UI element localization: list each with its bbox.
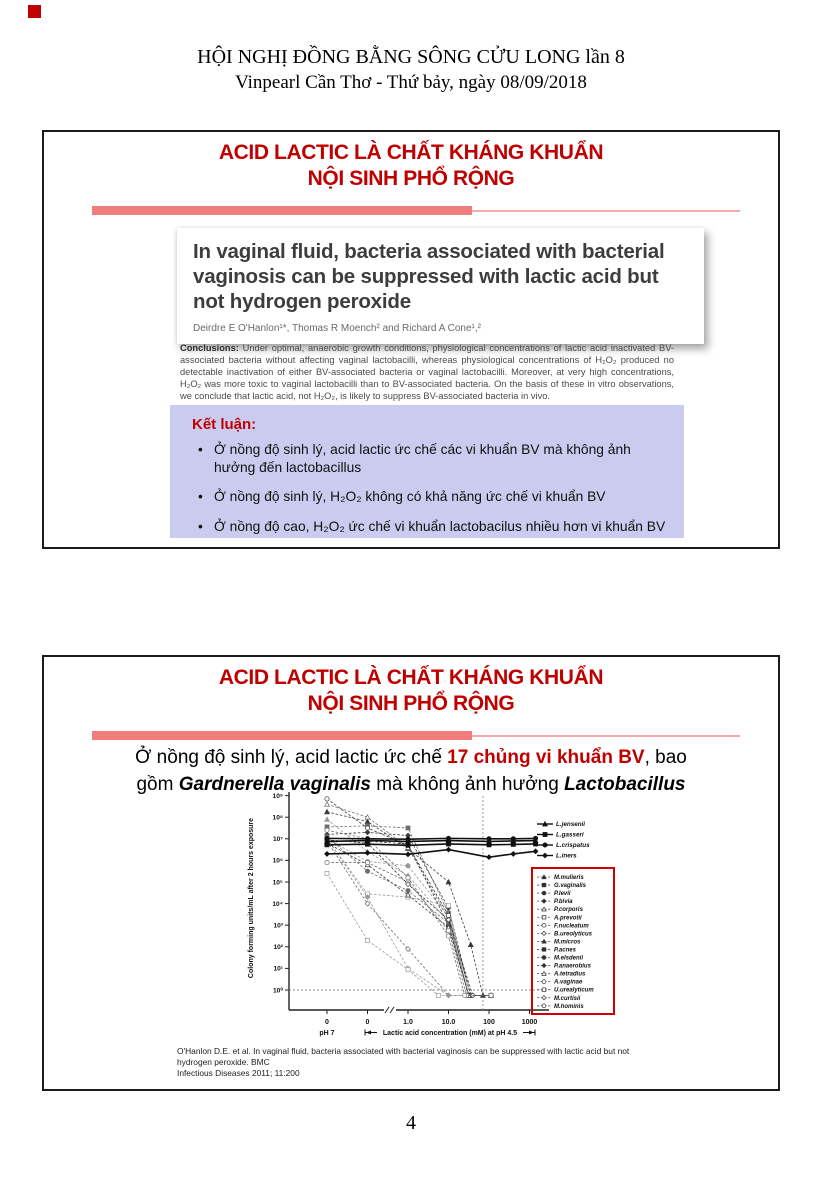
page-number: 4 (406, 1112, 416, 1134)
svg-text:10⁷: 10⁷ (272, 836, 283, 844)
svg-text:M.curtisii: M.curtisii (554, 995, 581, 1002)
svg-text:10¹: 10¹ (273, 965, 283, 973)
svg-text:A.tetradius: A.tetradius (554, 971, 586, 978)
svg-text:10⁰: 10⁰ (273, 987, 283, 995)
slide-1-title (44, 140, 778, 192)
svg-text:M.hominis: M.hominis (554, 1003, 584, 1010)
conclusions-text: Under optimal, anaerobic growth conditions, physiological concentrations of lactic acid inactivated BV-associated bacteria without affecting vaginal lactobacilli, whereas physiological concentrations of H₂O₂ produced no detectable inactivation of either BV-associated bacteria or vaginal lactobacilli. Moreover, at very high concentrations, H₂O₂ was more toxic to vaginal lactobacilli than to BV-associated bacteria. On the basis of these in vitro observations, we conclude that lactic acid, not H₂O₂, is likely to suppress BV-associated bacteria in vivo. (180, 343, 674, 401)
svg-text:10⁹: 10⁹ (272, 792, 283, 800)
statement-species-2: Lactobacillus (564, 774, 686, 795)
statement-part2: , bao gồm (136, 747, 687, 795)
svg-text:P.levii: P.levii (554, 891, 571, 898)
svg-text:M.mulieris: M.mulieris (554, 875, 584, 881)
svg-text:10⁵: 10⁵ (272, 879, 283, 887)
divider-thick-bar (92, 206, 472, 215)
conclusion-bullet-list (170, 441, 684, 535)
svg-text:10⁴: 10⁴ (272, 900, 283, 908)
svg-text:0: 0 (325, 1019, 329, 1026)
divider-thin-line (472, 210, 740, 212)
svg-text:U.urealyticum: U.urealyticum (554, 987, 594, 994)
svg-text:10⁶: 10⁶ (272, 857, 283, 865)
citation-line1: O'Hanlon D.E. et al. In vaginal fluid, bacteria associated with bacterial vaginosis can be suppressed with lactic acid but not hydrogen peroxide. BMC (177, 1046, 630, 1067)
paper-authors: Deirdre E O'Hanlon¹*, Thomas R Moench² and Richard A Cone¹,² (193, 323, 481, 334)
svg-text:100: 100 (483, 1019, 495, 1026)
divider-thin-line-2 (472, 735, 740, 737)
statement-part3: mà không ảnh hưởng (370, 774, 565, 795)
svg-text:G.vaginalis: G.vaginalis (554, 883, 587, 890)
title-divider (92, 206, 740, 216)
svg-text:A.vaginae: A.vaginae (554, 979, 583, 986)
svg-text:M.micros: M.micros (554, 939, 581, 946)
svg-text:0: 0 (365, 1019, 370, 1026)
svg-text:Colony forming units/mL after: Colony forming units/mL after 2 hours exposure (248, 817, 255, 979)
svg-text:L.gasseri: L.gasseri (556, 831, 584, 839)
conference-title: HỘI NGHỊ ĐỒNG BẰNG SÔNG CỬU LONG lần 8 (197, 46, 625, 68)
slide-1-title-line2: NỘI SINH PHỔ RỘNG (307, 167, 515, 190)
conclusion-bullet-1: • Ở nồng độ sinh lý, acid lactic ức chế các vi khuẩn BV mà không ảnh hưởng đến lactobacillus (214, 441, 670, 476)
svg-text:1.0: 1.0 (403, 1019, 413, 1026)
svg-text:A.prevotii: A.prevotii (554, 915, 582, 922)
slide-1 (42, 130, 780, 549)
citation-line2: Infectious Diseases 2011; 11:200 (177, 1068, 300, 1078)
conclusion-box (170, 405, 684, 538)
cfu-line-chart (237, 788, 667, 1040)
svg-text:1000: 1000 (521, 1019, 538, 1026)
svg-text:10⁸: 10⁸ (272, 814, 283, 822)
paper-conclusions (180, 343, 674, 403)
svg-text:L.jensenii: L.jensenii (556, 821, 586, 829)
statement-part1: Ở nồng độ sinh lý, acid lactic ức chế (135, 747, 448, 768)
conclusions-label: Conclusions: (180, 343, 239, 353)
svg-text:P.acnes: P.acnes (554, 947, 576, 954)
svg-text:10³: 10³ (273, 922, 283, 930)
svg-text:10.0: 10.0 (441, 1019, 456, 1026)
conclusion-bullet-3: • Ở nồng độ cao, H₂O₂ ức chế vi khuẩn lactobacilus nhiều hơn vi khuẩn BV (214, 518, 670, 536)
svg-text:pH 7: pH 7 (319, 1030, 335, 1037)
red-corner-mark (28, 5, 41, 18)
svg-text:Lactic acid concentration (mM): Lactic acid concentration (mM) at pH 4.5 (382, 1030, 518, 1037)
slide-1-title-line1: ACID LACTIC LÀ CHẤT KHÁNG KHUẨN (218, 141, 604, 164)
statement-species-1: Gardnerella vaginalis (178, 774, 371, 795)
svg-text:P.anaerobius: P.anaerobius (554, 963, 591, 970)
divider-thick-bar-2 (92, 731, 472, 740)
reference-citation (177, 1046, 659, 1079)
svg-text:M.elsdenii: M.elsdenii (554, 955, 584, 962)
statement-highlight: 17 chủng vi khuẩn BV (447, 747, 645, 768)
svg-text:B.ureolyticus: B.ureolyticus (554, 931, 593, 938)
conclusion-box-title: Kết luận: (192, 416, 257, 433)
svg-text:10²: 10² (273, 944, 283, 952)
svg-text:F.nucleatum: F.nucleatum (554, 923, 589, 930)
paper-title-card (177, 228, 704, 344)
slide-2-title-line1: ACID LACTIC LÀ CHẤT KHÁNG KHUẨN (218, 666, 604, 689)
svg-text:P.corporis: P.corporis (554, 907, 583, 914)
title-divider-2 (92, 731, 740, 741)
slide-2-title-line2: NỘI SINH PHỔ RỘNG (307, 692, 515, 715)
slide-2-title (44, 665, 778, 717)
paper-title: In vaginal fluid, bacteria associated with bacterial vaginosis can be suppressed with lactic acid but not hydrogen peroxide (193, 240, 665, 313)
conclusion-bullet-2: • Ở nồng độ sinh lý, H₂O₂ không có khả năng ức chế vi khuẩn BV (214, 488, 670, 506)
conference-venue-date: Vinpearl Cần Thơ - Thứ bảy, ngày 08/09/2018 (235, 72, 587, 93)
svg-text:L.iners: L.iners (556, 852, 577, 860)
svg-text:L.crispatus: L.crispatus (556, 842, 590, 850)
svg-text:P.bivia: P.bivia (554, 899, 573, 906)
slide-2 (42, 655, 780, 1091)
